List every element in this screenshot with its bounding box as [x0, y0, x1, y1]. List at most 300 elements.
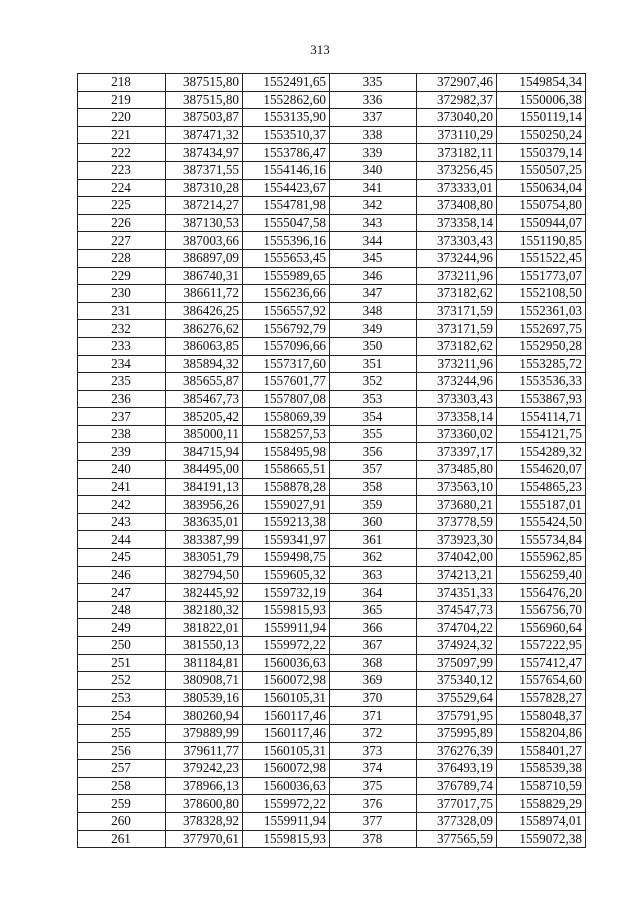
page-number: 313	[310, 42, 330, 57]
table-cell-x-coordinate: 380908,71	[166, 672, 243, 690]
table-cell-point-number: 340	[330, 161, 417, 179]
table-cell-point-number: 370	[330, 689, 417, 707]
table-cell-point-number: 378	[330, 830, 417, 848]
table-cell-y-coordinate: 1559605,32	[243, 566, 330, 584]
table-cell-point-number: 244	[78, 531, 166, 549]
table-cell-y-coordinate: 1559815,93	[243, 601, 330, 619]
table-cell-point-number: 373	[330, 742, 417, 760]
table-row	[78, 760, 586, 778]
table-cell-y-coordinate: 1555424,50	[497, 513, 586, 531]
table-cell-x-coordinate: 373182,62	[417, 285, 497, 303]
table-row	[78, 232, 586, 250]
table-cell-point-number: 230	[78, 285, 166, 303]
table-cell-point-number: 240	[78, 461, 166, 479]
table-cell-point-number: 245	[78, 549, 166, 567]
table-cell-point-number: 229	[78, 267, 166, 285]
table-cell-point-number: 343	[330, 214, 417, 232]
table-cell-point-number: 371	[330, 707, 417, 725]
table-cell-y-coordinate: 1555396,16	[243, 232, 330, 250]
table-cell-y-coordinate: 1556792,79	[243, 320, 330, 338]
table-cell-y-coordinate: 1553135,90	[243, 109, 330, 127]
table-cell-point-number: 342	[330, 197, 417, 215]
table-cell-point-number: 344	[330, 232, 417, 250]
table-cell-x-coordinate: 373358,14	[417, 408, 497, 426]
table-cell-point-number: 367	[330, 637, 417, 655]
table-cell-point-number: 259	[78, 795, 166, 813]
table-cell-x-coordinate: 373333,01	[417, 179, 497, 197]
table-cell-x-coordinate: 373923,30	[417, 531, 497, 549]
table-cell-point-number: 246	[78, 566, 166, 584]
table-cell-y-coordinate: 1552361,03	[497, 302, 586, 320]
table-cell-point-number: 366	[330, 619, 417, 637]
table-cell-x-coordinate: 383387,99	[166, 531, 243, 549]
table-cell-point-number: 351	[330, 355, 417, 373]
table-cell-y-coordinate: 1557096,66	[243, 337, 330, 355]
table-cell-point-number: 223	[78, 161, 166, 179]
table-cell-y-coordinate: 1552950,28	[497, 337, 586, 355]
table-cell-x-coordinate: 374704,22	[417, 619, 497, 637]
table-cell-y-coordinate: 1555734,84	[497, 531, 586, 549]
table-cell-x-coordinate: 379242,23	[166, 760, 243, 778]
table-cell-y-coordinate: 1554146,16	[243, 161, 330, 179]
table-cell-point-number: 355	[330, 425, 417, 443]
table-cell-y-coordinate: 1554620,07	[497, 461, 586, 479]
table-cell-x-coordinate: 387130,53	[166, 214, 243, 232]
table-cell-x-coordinate: 387310,28	[166, 179, 243, 197]
table-cell-x-coordinate: 386897,09	[166, 249, 243, 267]
table-row	[78, 601, 586, 619]
table-row	[78, 707, 586, 725]
table-row	[78, 320, 586, 338]
table-cell-y-coordinate: 1557828,27	[497, 689, 586, 707]
table-row	[78, 637, 586, 655]
table-cell-point-number: 233	[78, 337, 166, 355]
table-cell-y-coordinate: 1557222,95	[497, 637, 586, 655]
table-cell-point-number: 352	[330, 373, 417, 391]
table-cell-x-coordinate: 373182,11	[417, 144, 497, 162]
table-row	[78, 161, 586, 179]
table-cell-y-coordinate: 1559213,38	[243, 513, 330, 531]
table-cell-y-coordinate: 1558829,29	[497, 795, 586, 813]
table-row	[78, 742, 586, 760]
table-cell-point-number: 219	[78, 91, 166, 109]
table-cell-x-coordinate: 374042,00	[417, 549, 497, 567]
table-cell-x-coordinate: 384495,00	[166, 461, 243, 479]
table-cell-x-coordinate: 377017,75	[417, 795, 497, 813]
table-cell-x-coordinate: 387503,87	[166, 109, 243, 127]
table-cell-y-coordinate: 1554781,98	[243, 197, 330, 215]
table-cell-x-coordinate: 378328,92	[166, 812, 243, 830]
table-cell-point-number: 369	[330, 672, 417, 690]
table-cell-x-coordinate: 372907,46	[417, 74, 497, 92]
table-cell-y-coordinate: 1554865,23	[497, 478, 586, 496]
table-row	[78, 689, 586, 707]
table-cell-point-number: 236	[78, 390, 166, 408]
table-cell-x-coordinate: 380539,16	[166, 689, 243, 707]
table-cell-x-coordinate: 373485,80	[417, 461, 497, 479]
table-cell-x-coordinate: 387515,80	[166, 91, 243, 109]
table-cell-y-coordinate: 1557601,77	[243, 373, 330, 391]
table-row	[78, 812, 586, 830]
table-cell-x-coordinate: 381550,13	[166, 637, 243, 655]
table-cell-x-coordinate: 373563,10	[417, 478, 497, 496]
table-cell-x-coordinate: 374351,33	[417, 584, 497, 602]
table-row	[78, 461, 586, 479]
table-cell-y-coordinate: 1558974,01	[497, 812, 586, 830]
table-cell-y-coordinate: 1556557,92	[243, 302, 330, 320]
table-cell-point-number: 228	[78, 249, 166, 267]
table-cell-point-number: 338	[330, 126, 417, 144]
coordinates-table	[77, 73, 586, 848]
table-cell-x-coordinate: 375995,89	[417, 724, 497, 742]
table-cell-x-coordinate: 373680,21	[417, 496, 497, 514]
table-cell-x-coordinate: 387214,27	[166, 197, 243, 215]
table-cell-y-coordinate: 1551522,45	[497, 249, 586, 267]
table-cell-point-number: 376	[330, 795, 417, 813]
table-cell-x-coordinate: 374924,32	[417, 637, 497, 655]
table-cell-point-number: 221	[78, 126, 166, 144]
table-cell-x-coordinate: 376493,19	[417, 760, 497, 778]
table-cell-x-coordinate: 373171,59	[417, 320, 497, 338]
table-cell-x-coordinate: 373256,45	[417, 161, 497, 179]
table-row	[78, 408, 586, 426]
table-row	[78, 654, 586, 672]
table-row	[78, 126, 586, 144]
table-row	[78, 478, 586, 496]
table-cell-y-coordinate: 1555989,65	[243, 267, 330, 285]
table-cell-y-coordinate: 1558878,28	[243, 478, 330, 496]
table-cell-y-coordinate: 1560072,98	[243, 672, 330, 690]
table-cell-point-number: 249	[78, 619, 166, 637]
table-row	[78, 566, 586, 584]
table-cell-x-coordinate: 382794,50	[166, 566, 243, 584]
table-row	[78, 74, 586, 92]
table-cell-x-coordinate: 383635,01	[166, 513, 243, 531]
table-cell-x-coordinate: 386611,72	[166, 285, 243, 303]
table-cell-y-coordinate: 1559815,93	[243, 830, 330, 848]
table-cell-x-coordinate: 374213,21	[417, 566, 497, 584]
table-cell-point-number: 226	[78, 214, 166, 232]
table-cell-x-coordinate: 377328,09	[417, 812, 497, 830]
table-cell-point-number: 227	[78, 232, 166, 250]
table-cell-y-coordinate: 1556259,40	[497, 566, 586, 584]
table-row	[78, 496, 586, 514]
table-cell-y-coordinate: 1550944,07	[497, 214, 586, 232]
table-cell-x-coordinate: 382180,32	[166, 601, 243, 619]
table-cell-y-coordinate: 1555187,01	[497, 496, 586, 514]
table-cell-y-coordinate: 1555047,58	[243, 214, 330, 232]
table-cell-y-coordinate: 1552108,50	[497, 285, 586, 303]
table-cell-y-coordinate: 1559072,38	[497, 830, 586, 848]
table-cell-x-coordinate: 383051,79	[166, 549, 243, 567]
table-row	[78, 390, 586, 408]
table-row	[78, 830, 586, 848]
table-row	[78, 619, 586, 637]
table-cell-y-coordinate: 1560117,46	[243, 707, 330, 725]
table-cell-y-coordinate: 1553285,72	[497, 355, 586, 373]
table-cell-y-coordinate: 1550250,24	[497, 126, 586, 144]
table-cell-point-number: 339	[330, 144, 417, 162]
table-cell-y-coordinate: 1559972,22	[243, 795, 330, 813]
table-cell-point-number: 362	[330, 549, 417, 567]
table-cell-point-number: 354	[330, 408, 417, 426]
table-row	[78, 531, 586, 549]
table-row	[78, 285, 586, 303]
table-cell-y-coordinate: 1560072,98	[243, 760, 330, 778]
table-cell-y-coordinate: 1553510,37	[243, 126, 330, 144]
table-cell-y-coordinate: 1551773,07	[497, 267, 586, 285]
table-cell-x-coordinate: 377565,59	[417, 830, 497, 848]
table-cell-y-coordinate: 1556756,70	[497, 601, 586, 619]
table-cell-y-coordinate: 1549854,34	[497, 74, 586, 92]
table-cell-x-coordinate: 386276,62	[166, 320, 243, 338]
table-cell-x-coordinate: 373182,62	[417, 337, 497, 355]
table-cell-x-coordinate: 385467,73	[166, 390, 243, 408]
table-row	[78, 267, 586, 285]
table-cell-y-coordinate: 1556476,20	[497, 584, 586, 602]
table-cell-y-coordinate: 1554114,71	[497, 408, 586, 426]
table-cell-point-number: 238	[78, 425, 166, 443]
table-cell-point-number: 232	[78, 320, 166, 338]
table-cell-x-coordinate: 374547,73	[417, 601, 497, 619]
table-cell-x-coordinate: 373171,59	[417, 302, 497, 320]
table-cell-x-coordinate: 375340,12	[417, 672, 497, 690]
table-cell-x-coordinate: 382445,92	[166, 584, 243, 602]
table-cell-y-coordinate: 1559341,97	[243, 531, 330, 549]
table-cell-point-number: 241	[78, 478, 166, 496]
table-cell-x-coordinate: 385000,11	[166, 425, 243, 443]
table-cell-y-coordinate: 1554121,75	[497, 425, 586, 443]
table-cell-y-coordinate: 1559027,91	[243, 496, 330, 514]
table-cell-y-coordinate: 1550379,14	[497, 144, 586, 162]
table-cell-point-number: 356	[330, 443, 417, 461]
table-cell-y-coordinate: 1550754,80	[497, 197, 586, 215]
table-row	[78, 584, 586, 602]
table-cell-x-coordinate: 387471,32	[166, 126, 243, 144]
table-cell-x-coordinate: 372982,37	[417, 91, 497, 109]
table-cell-point-number: 348	[330, 302, 417, 320]
table-cell-point-number: 220	[78, 109, 166, 127]
table-row	[78, 443, 586, 461]
table-cell-x-coordinate: 387371,55	[166, 161, 243, 179]
table-cell-point-number: 260	[78, 812, 166, 830]
table-cell-y-coordinate: 1553786,47	[243, 144, 330, 162]
coordinates-table-body	[78, 74, 586, 848]
table-cell-x-coordinate: 375097,99	[417, 654, 497, 672]
table-cell-y-coordinate: 1552491,65	[243, 74, 330, 92]
table-cell-x-coordinate: 383956,26	[166, 496, 243, 514]
table-cell-x-coordinate: 378600,80	[166, 795, 243, 813]
table-cell-x-coordinate: 373211,96	[417, 355, 497, 373]
table-cell-point-number: 250	[78, 637, 166, 655]
table-cell-y-coordinate: 1555653,45	[243, 249, 330, 267]
table-row	[78, 144, 586, 162]
table-cell-point-number: 358	[330, 478, 417, 496]
table-cell-x-coordinate: 373244,96	[417, 373, 497, 391]
table-cell-point-number: 359	[330, 496, 417, 514]
table-cell-y-coordinate: 1554289,32	[497, 443, 586, 461]
table-cell-y-coordinate: 1560036,63	[243, 654, 330, 672]
table-cell-point-number: 248	[78, 601, 166, 619]
table-cell-point-number: 254	[78, 707, 166, 725]
table-cell-x-coordinate: 376276,39	[417, 742, 497, 760]
table-cell-x-coordinate: 387434,97	[166, 144, 243, 162]
table-cell-y-coordinate: 1555962,85	[497, 549, 586, 567]
table-cell-point-number: 336	[330, 91, 417, 109]
table-cell-point-number: 349	[330, 320, 417, 338]
table-cell-point-number: 222	[78, 144, 166, 162]
table-row	[78, 724, 586, 742]
table-cell-y-coordinate: 1554423,67	[243, 179, 330, 197]
table-cell-y-coordinate: 1551190,85	[497, 232, 586, 250]
table-cell-y-coordinate: 1552862,60	[243, 91, 330, 109]
table-cell-x-coordinate: 375791,95	[417, 707, 497, 725]
table-row	[78, 302, 586, 320]
table-cell-x-coordinate: 379611,77	[166, 742, 243, 760]
table-cell-x-coordinate: 384715,94	[166, 443, 243, 461]
table-cell-point-number: 255	[78, 724, 166, 742]
table-cell-point-number: 247	[78, 584, 166, 602]
table-cell-y-coordinate: 1557807,08	[243, 390, 330, 408]
table-cell-y-coordinate: 1560105,31	[243, 689, 330, 707]
table-cell-x-coordinate: 387515,80	[166, 74, 243, 92]
table-cell-x-coordinate: 381184,81	[166, 654, 243, 672]
table-cell-x-coordinate: 385655,87	[166, 373, 243, 391]
table-cell-y-coordinate: 1559498,75	[243, 549, 330, 567]
table-cell-x-coordinate: 373211,96	[417, 267, 497, 285]
table-cell-point-number: 251	[78, 654, 166, 672]
table-cell-x-coordinate: 373360,02	[417, 425, 497, 443]
table-cell-point-number: 335	[330, 74, 417, 92]
table-cell-x-coordinate: 385894,32	[166, 355, 243, 373]
table-cell-point-number: 375	[330, 777, 417, 795]
table-row	[78, 337, 586, 355]
table-cell-point-number: 225	[78, 197, 166, 215]
table-cell-point-number: 365	[330, 601, 417, 619]
table-cell-y-coordinate: 1558069,39	[243, 408, 330, 426]
table-cell-point-number: 256	[78, 742, 166, 760]
table-cell-point-number: 360	[330, 513, 417, 531]
table-cell-y-coordinate: 1559911,94	[243, 619, 330, 637]
table-cell-point-number: 372	[330, 724, 417, 742]
table-row	[78, 672, 586, 690]
table-row	[78, 197, 586, 215]
table-cell-y-coordinate: 1560117,46	[243, 724, 330, 742]
table-row	[78, 549, 586, 567]
table-cell-y-coordinate: 1550006,38	[497, 91, 586, 109]
table-cell-point-number: 252	[78, 672, 166, 690]
table-cell-point-number: 361	[330, 531, 417, 549]
table-cell-point-number: 224	[78, 179, 166, 197]
table-cell-y-coordinate: 1556960,64	[497, 619, 586, 637]
table-cell-point-number: 261	[78, 830, 166, 848]
table-cell-y-coordinate: 1557412,47	[497, 654, 586, 672]
table-cell-x-coordinate: 386426,25	[166, 302, 243, 320]
table-cell-y-coordinate: 1558048,37	[497, 707, 586, 725]
table-cell-x-coordinate: 373110,29	[417, 126, 497, 144]
table-cell-x-coordinate: 380260,94	[166, 707, 243, 725]
table-cell-x-coordinate: 381822,01	[166, 619, 243, 637]
table-cell-x-coordinate: 385205,42	[166, 408, 243, 426]
table-cell-x-coordinate: 384191,13	[166, 478, 243, 496]
table-cell-point-number: 353	[330, 390, 417, 408]
table-cell-point-number: 257	[78, 760, 166, 778]
table-cell-y-coordinate: 1556236,66	[243, 285, 330, 303]
table-cell-x-coordinate: 373778,59	[417, 513, 497, 531]
table-cell-y-coordinate: 1558539,38	[497, 760, 586, 778]
table-cell-point-number: 368	[330, 654, 417, 672]
table-cell-point-number: 364	[330, 584, 417, 602]
table-cell-x-coordinate: 373358,14	[417, 214, 497, 232]
table-cell-point-number: 345	[330, 249, 417, 267]
table-cell-point-number: 377	[330, 812, 417, 830]
table-cell-y-coordinate: 1558665,51	[243, 461, 330, 479]
table-row	[78, 795, 586, 813]
table-cell-x-coordinate: 386063,85	[166, 337, 243, 355]
table-row	[78, 109, 586, 127]
table-row	[78, 179, 586, 197]
table-cell-y-coordinate: 1550507,25	[497, 161, 586, 179]
table-row	[78, 355, 586, 373]
table-cell-point-number: 357	[330, 461, 417, 479]
table-cell-point-number: 258	[78, 777, 166, 795]
table-cell-x-coordinate: 376789,74	[417, 777, 497, 795]
table-cell-y-coordinate: 1558257,53	[243, 425, 330, 443]
table-cell-x-coordinate: 373040,20	[417, 109, 497, 127]
table-cell-x-coordinate: 373408,80	[417, 197, 497, 215]
table-cell-y-coordinate: 1553536,33	[497, 373, 586, 391]
table-cell-y-coordinate: 1550119,14	[497, 109, 586, 127]
table-cell-x-coordinate: 378966,13	[166, 777, 243, 795]
table-cell-y-coordinate: 1553867,93	[497, 390, 586, 408]
table-row	[78, 91, 586, 109]
table-cell-y-coordinate: 1559911,94	[243, 812, 330, 830]
table-cell-y-coordinate: 1558204,86	[497, 724, 586, 742]
table-cell-point-number: 347	[330, 285, 417, 303]
table-row	[78, 373, 586, 391]
table-cell-point-number: 374	[330, 760, 417, 778]
table-cell-point-number: 218	[78, 74, 166, 92]
table-cell-x-coordinate: 373244,96	[417, 249, 497, 267]
table-cell-x-coordinate: 375529,64	[417, 689, 497, 707]
table-row	[78, 513, 586, 531]
table-cell-point-number: 337	[330, 109, 417, 127]
table-cell-y-coordinate: 1552697,75	[497, 320, 586, 338]
table-cell-point-number: 237	[78, 408, 166, 426]
table-cell-y-coordinate: 1559732,19	[243, 584, 330, 602]
table-cell-x-coordinate: 377970,61	[166, 830, 243, 848]
table-cell-y-coordinate: 1558710,59	[497, 777, 586, 795]
table-cell-x-coordinate: 379889,99	[166, 724, 243, 742]
table-cell-x-coordinate: 373397,17	[417, 443, 497, 461]
table-cell-y-coordinate: 1550634,04	[497, 179, 586, 197]
table-cell-x-coordinate: 373303,43	[417, 390, 497, 408]
table-cell-point-number: 350	[330, 337, 417, 355]
table-cell-point-number: 243	[78, 513, 166, 531]
table-cell-point-number: 253	[78, 689, 166, 707]
table-row	[78, 214, 586, 232]
table-cell-point-number: 363	[330, 566, 417, 584]
table-cell-y-coordinate: 1560036,63	[243, 777, 330, 795]
table-cell-y-coordinate: 1559972,22	[243, 637, 330, 655]
table-cell-point-number: 346	[330, 267, 417, 285]
table-cell-x-coordinate: 373303,43	[417, 232, 497, 250]
table-cell-x-coordinate: 387003,66	[166, 232, 243, 250]
table-row	[78, 777, 586, 795]
table-cell-point-number: 239	[78, 443, 166, 461]
table-cell-point-number: 242	[78, 496, 166, 514]
table-cell-y-coordinate: 1557654,60	[497, 672, 586, 690]
